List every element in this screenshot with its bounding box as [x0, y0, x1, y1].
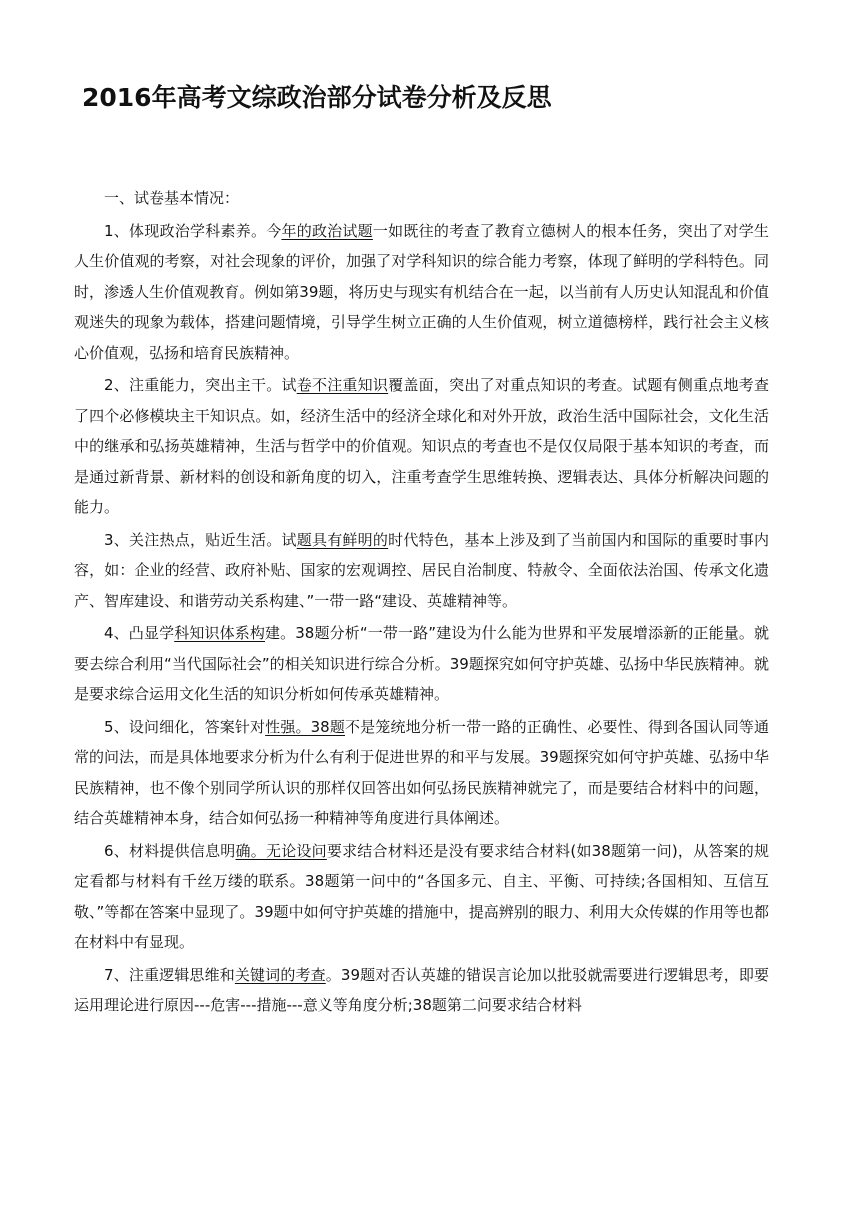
paragraph-text: 5、设问细化，答案针对 [104, 717, 266, 736]
paragraph-text: 4、凸显学 [104, 624, 175, 642]
paragraph-7 [74, 960, 769, 1021]
underlined-phrase: 题具有鲜明的 [296, 530, 389, 549]
document-title: 2016年高考文综政治部分试卷分析及反思 [82, 83, 552, 112]
paragraph-text: 6、材料提供信息明 [104, 841, 236, 860]
paragraph-3 [74, 525, 769, 617]
paragraph-text: 7、注重逻辑思维和 [104, 965, 235, 984]
paragraph-text: 1、体现政治学科素养。今 [104, 221, 282, 240]
document-body [74, 183, 769, 1023]
paragraph-text: 覆盖面，突出了对重点知识的考查。试题有侧重点地考查了四个必修模块主干知识点。如，经济生活中的经济全球化和对外开放，政治生活中国际社会，文化生活中的继承和弘扬英雄精神，生活与哲学中的价值观。知识点的考查也不是仅仅局限于基本知识的考查，而是通过新背景、新材料的创设和新角度的切入，注重考查学生思维转换、逻辑表达、具体分析解决问题的能力。 [74, 376, 769, 516]
paragraph-1 [74, 216, 769, 369]
underlined-phrase: 性强。38题 [265, 717, 345, 736]
paragraph-text: 时代特色，基本上涉及到了当前国内和国际的重要时事内容，如：企业的经营、政府补贴、国家的宏观调控、居民自治制度、特赦令、全面依法治国、传承文化遗产、智库建设、和谐劳动关系构建、”一带一路“建设、英雄精神等。 [74, 530, 769, 610]
paragraph-text: 。39题对否认英雄的错误言论加以批驳就需要进行逻辑思考，即要运用理论进行原因---危害---措施---意义等角度分析;38题第二问要求结合材料 [74, 965, 769, 1014]
section-heading: 一、试卷基本情况： [104, 189, 240, 207]
paragraph-text: 3、关注热点，贴近生活。试 [104, 530, 297, 549]
underlined-phrase: 卷不注重知识 [296, 376, 389, 394]
underlined-phrase: 确。无论设问 [235, 841, 327, 860]
paragraph-6 [74, 836, 769, 958]
paragraph-4 [74, 618, 769, 710]
paragraph-text: 一如既往的考查了教育立德树人的根本任务，突出了对学生人生价值观的考察，对社会现象的评价，加强了对学科知识的综合能力考察，体现了鲜明的学科特色。同时，渗透人生价值观教育。例如第39题，将历史与现实有机结合在一起，以当前有人历史认知混乱和价值观迷失的现象为载体，搭建问题情境，引导学生树立正确的人生价值观，树立道德榜样，践行社会主义核心价值观，弘扬和培育民族精神。 [74, 221, 769, 362]
paragraph-text: 2、注重能力，突出主干。试 [104, 376, 297, 394]
paragraph-text: 不是笼统地分析一带一路的正确性、必要性、得到各国认同等通常的问法，而是具体地要求分析为什么有利于促进世界的和平与发展。39题探究如何守护英雄、弘扬中华民族精神，也不像个别同学所认识的那样仅回答出如何弘扬民族精神就完了，而是要结合材料中的问题，结合英雄精神本身，结合如何弘扬一种精神等角度进行具体阐述。 [74, 717, 769, 827]
underlined-phrase: 科知识体系构 [174, 624, 265, 642]
paragraph-text: 要求结合材料还是没有要求结合材料(如38题第一问)，从答案的规定看都与材料有千丝万缕的联系。38题第一问中的“各国多元、自主、平衡、可持续;各国相知、互信互敬、”等都在答案中显现了。39题中如何守护英雄的措施中，提高辨别的眼力、利用大众传媒的作用等也都在材料中有显现。 [74, 841, 770, 951]
paragraph-text: 建。38题分析“一带一路”建设为什么能为世界和平发展增添新的正能量。就要去综合利用“当代国际社会”的相关知识进行综合分析。39题探究如何守护英雄、弘扬中华民族精神。就是要求综合运用文化生活的知识分析如何传承英雄精神。 [74, 624, 769, 703]
paragraph-5 [74, 712, 769, 834]
underlined-phrase: 年的政治试题 [281, 221, 373, 240]
underlined-phrase: 关键词的考查 [234, 965, 326, 984]
paragraph-2 [74, 370, 769, 523]
